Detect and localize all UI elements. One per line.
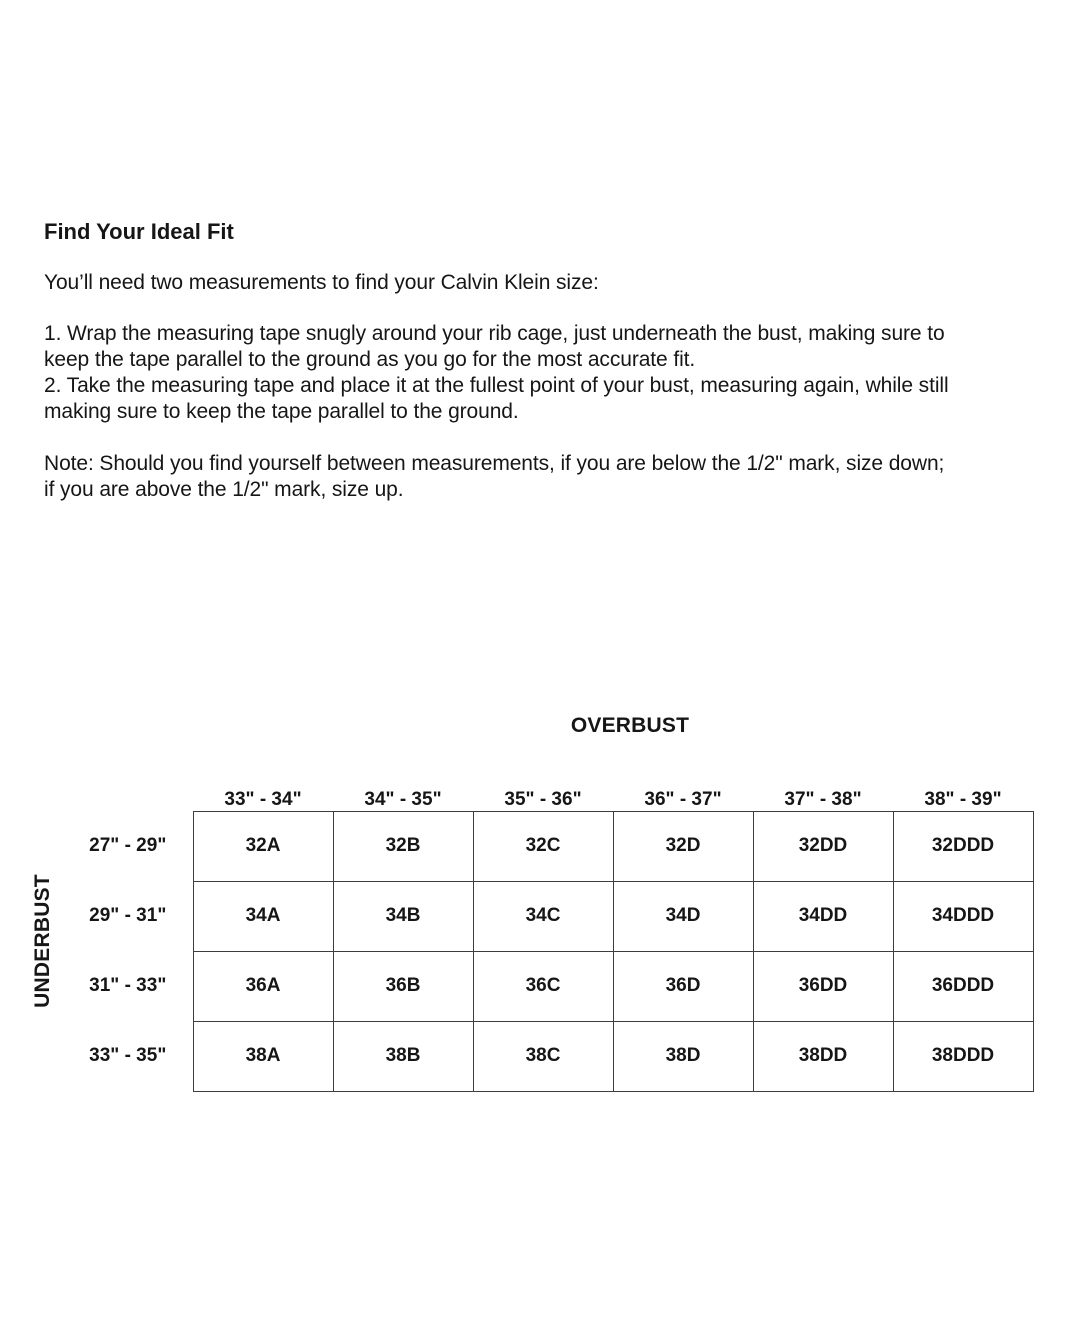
size-chart-table <box>63 757 1034 1092</box>
step-1-line-1: 1. Wrap the measuring tape snugly around your rib cage, just underneath the bust, making sure to <box>44 322 945 345</box>
overbust-range-header-3: 36" - 37" <box>644 788 722 810</box>
size-cell-1-3: 34D <box>613 881 753 951</box>
overbust-axis-label: OVERBUST <box>570 714 690 737</box>
overbust-range-header-5: 38" - 39" <box>924 788 1002 810</box>
size-cell-0-0: 32A <box>193 811 333 881</box>
size-cell-3-1: 38B <box>333 1021 473 1091</box>
size-cell-0-5: 32DDD <box>893 811 1033 881</box>
table-row-1 <box>63 881 1033 951</box>
overbust-range-header-2: 35" - 36" <box>504 788 582 810</box>
underbust-range-label-2: 31" - 33" <box>89 975 167 996</box>
table-row-2 <box>63 951 1033 1021</box>
step-1-line-2: keep the tape parallel to the ground as you go for the most accurate fit. <box>44 348 696 371</box>
lead-paragraph <box>44 270 1054 296</box>
note-paragraph <box>44 451 1054 503</box>
intro-section <box>44 219 1054 503</box>
page-title: Find Your Ideal Fit <box>44 219 234 244</box>
lead-line: You’ll need two measurements to find your Calvin Klein size: <box>44 271 599 294</box>
overbust-range-header-4: 37" - 38" <box>784 788 862 810</box>
underbust-range-label-3: 33" - 35" <box>89 1045 167 1066</box>
size-cell-2-4: 36DD <box>753 951 893 1021</box>
size-cell-2-0: 36A <box>193 951 333 1021</box>
size-cell-2-3: 36D <box>613 951 753 1021</box>
table-corner-spacer <box>63 757 193 811</box>
overbust-range-header-0: 33" - 34" <box>224 788 302 810</box>
size-cell-1-5: 34DDD <box>893 881 1033 951</box>
size-cell-2-2: 36C <box>473 951 613 1021</box>
underbust-range-label-1: 29" - 31" <box>89 905 167 926</box>
underbust-range-label-0: 27" - 29" <box>89 835 167 856</box>
size-cell-1-4: 34DD <box>753 881 893 951</box>
size-cell-3-5: 38DDD <box>893 1021 1033 1091</box>
size-cell-0-3: 32D <box>613 811 753 881</box>
size-cell-2-5: 36DDD <box>893 951 1033 1021</box>
step-2-line-2: making sure to keep the tape parallel to the ground. <box>44 400 519 423</box>
steps-paragraph <box>44 321 1054 425</box>
size-cell-3-4: 38DD <box>753 1021 893 1091</box>
size-cell-0-1: 32B <box>333 811 473 881</box>
size-cell-0-4: 32DD <box>753 811 893 881</box>
size-cell-1-2: 34C <box>473 881 613 951</box>
size-cell-2-1: 36B <box>333 951 473 1021</box>
overbust-range-header-1: 34" - 35" <box>364 788 442 810</box>
size-cell-1-1: 34B <box>333 881 473 951</box>
header-row <box>63 757 1033 811</box>
table-row-3 <box>63 1021 1033 1091</box>
step-2-line-1: 2. Take the measuring tape and place it at the fullest point of your bust, measuring again, while still <box>44 374 949 397</box>
size-cell-3-3: 38D <box>613 1021 753 1091</box>
note-line-2: if you are above the 1/2" mark, size up. <box>44 478 404 501</box>
table-row-0 <box>63 811 1033 881</box>
size-chart-header <box>63 757 1033 811</box>
size-cell-3-0: 38A <box>193 1021 333 1091</box>
size-cell-0-2: 32C <box>473 811 613 881</box>
size-cell-3-2: 38C <box>473 1021 613 1091</box>
size-cell-1-0: 34A <box>193 881 333 951</box>
size-chart-body <box>63 811 1033 1091</box>
note-line-1: Note: Should you find yourself between measurements, if you are below the 1/2" mark, size down; <box>44 452 945 475</box>
underbust-axis-label: UNDERBUST <box>31 874 54 1008</box>
